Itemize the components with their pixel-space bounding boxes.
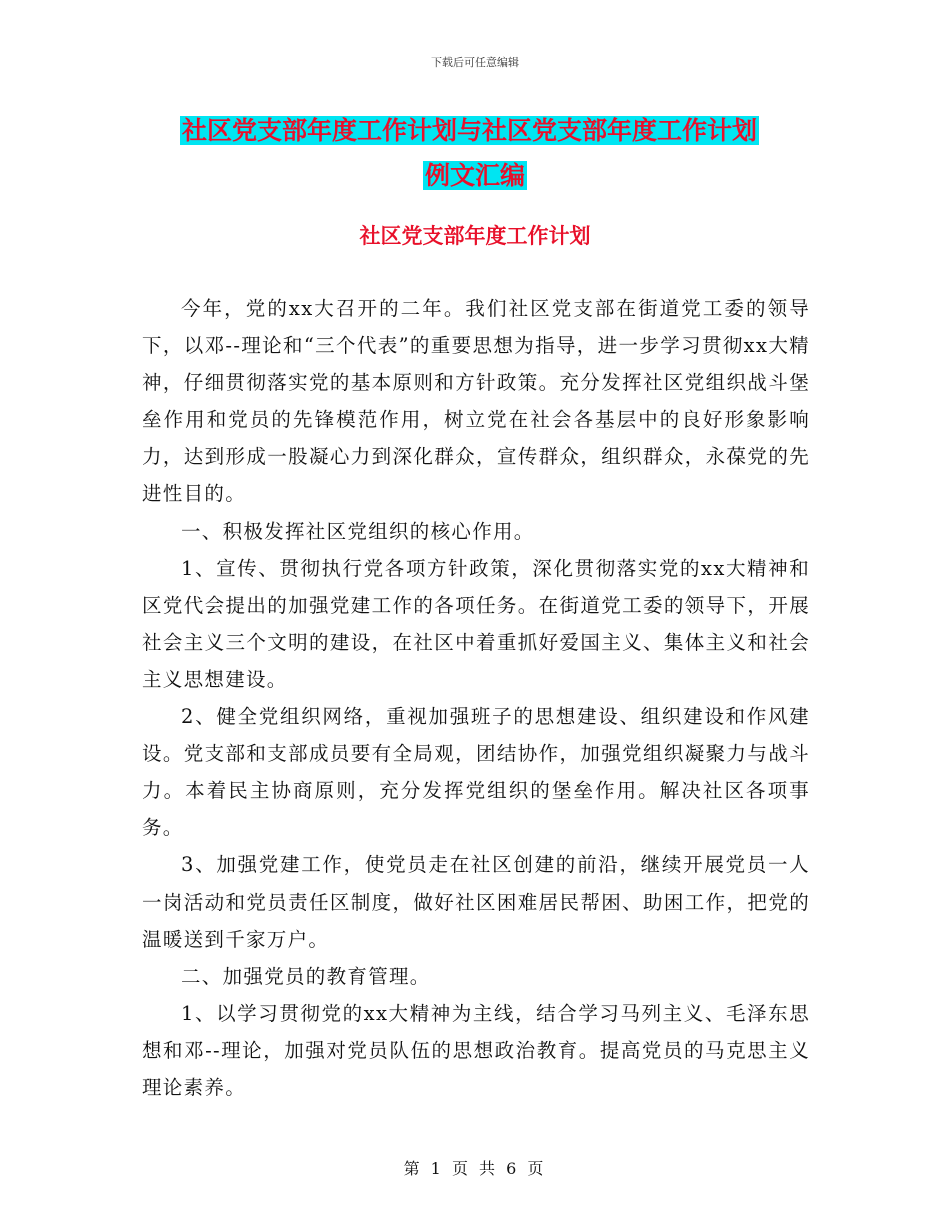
paragraph-item: 3、加强党建工作，使党员走在社区创建的前沿，继续开展党员一人一岗活动和党员责任区制度，做好社区困难居民帮困、助困工作，把党的温暖送到千家万户。 <box>142 853 810 951</box>
page-number: 第 1 页 共 6 页 <box>403 1159 547 1178</box>
section-title: 社区党支部年度工作计划 <box>359 223 591 248</box>
paragraph-item: 1、宣传、贯彻执行党各项方针政策，深化贯彻落实党的xx大精神和区党代会提出的加强党建工作的各项任务。在街道党工委的领导下，开展社会主义三个文明的建设，在社区中着重抓好爱国主义、集体主义和社会主义思想建设。 <box>142 556 810 691</box>
paragraph-item: 2、健全党组织网络，重视加强班子的思想建设、组织建设和作风建设。党支部和支部成员要有全局观，团结协作，加强党组织凝聚力与战斗力。本着民主协商原则，充分发挥党组织的堡垒作用。解决社区各项事务。 <box>142 705 810 840</box>
body-text <box>142 290 810 1106</box>
heading-two: 二、加强党员的教育管理。 <box>181 964 431 988</box>
paragraph-intro: 今年，党的xx大召开的二年。我们社区党支部在街道党工委的领导下，以邓--理论和“三个代表”的重要思想为指导，进一步学习贯彻xx大精神，仔细贯彻落实党的基本原则和方针政策。充分发挥社区党组织战斗堡垒作用和党员的先锋模范作用，树立党在社会各基层中的良好形象影响力，达到形成一股凝心力到深化群众，宣传群众，组织群众，永葆党的先进性目的。 <box>142 297 810 506</box>
heading-one: 一、积极发挥社区党组织的核心作用。 <box>181 519 535 543</box>
header-note: 下载后可任意编辑 <box>431 56 519 69</box>
title-line-1: 社区党支部年度工作计划与社区党支部年度工作计划 <box>182 116 758 145</box>
paragraph-item: 1、以学习贯彻党的xx大精神为主线，结合学习马列主义、毛泽东思想和邓--理论，加强对党员队伍的思想政治教育。提高党员的马克思主义理论素养。 <box>142 1001 810 1099</box>
title-line-2: 例文汇编 <box>425 161 526 190</box>
document-title <box>180 108 830 198</box>
